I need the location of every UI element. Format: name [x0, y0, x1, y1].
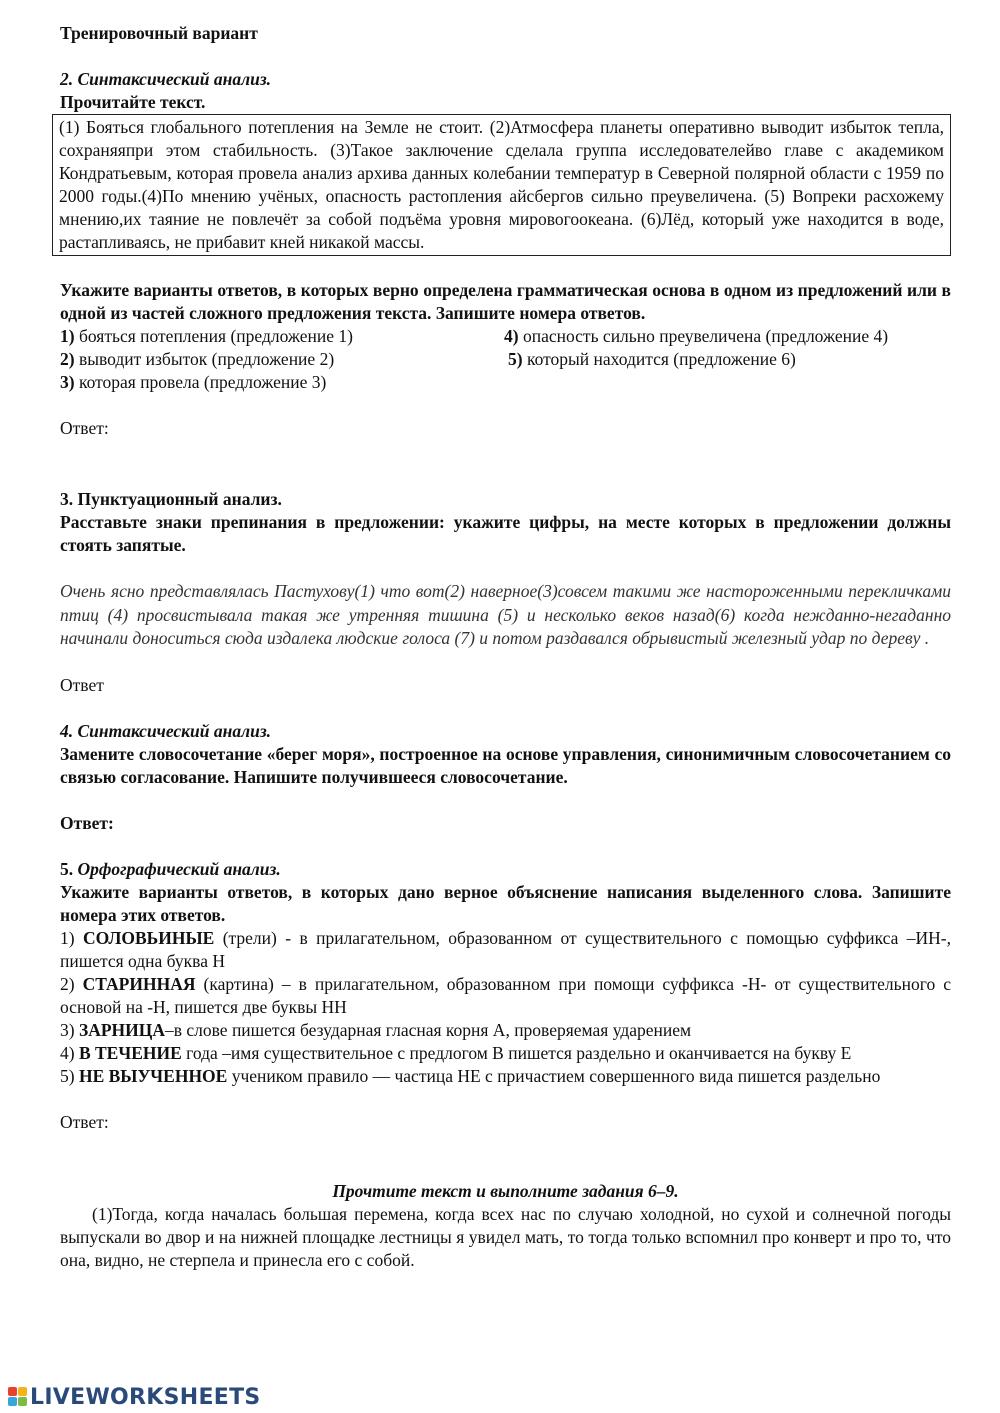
- task5-question: Укажите варианты ответов, в которых дано верное объяснение написания выделенного слова. Запишите номера этих ответов.: [60, 881, 951, 925]
- task5-title: Орфографический анализ.: [77, 858, 281, 879]
- highlighted-word: НЕ ВЫУЧЕННОЕ: [78, 1065, 228, 1086]
- task2-option: [60, 371, 504, 394]
- task4-heading: 4. Синтаксический анализ.: [60, 720, 272, 741]
- option-text: выводит избыток (предложение 2): [78, 349, 335, 369]
- item-number: 4): [60, 1042, 75, 1063]
- task5-item: [60, 1019, 951, 1042]
- task5-item: [60, 927, 951, 973]
- option-number: 5): [508, 349, 523, 369]
- task3-sentence: Очень ясно представлялась Пастухову(1) что вот(2) наверное(3)совсем такими же настороженными перекличками птиц (4) просвистывала такая же утренняя тишина (5) и несколько веков назад(6) когда нежданно-негаданно начинали доноситься сюда издалека людские голоса (7) и потом раздавался обрывистый железный удар по дереву .: [60, 581, 951, 648]
- task3-heading: 3. Пунктуационный анализ.: [60, 489, 282, 509]
- option-number: 2): [60, 349, 75, 369]
- task3-question: Расставьте знаки препинания в предложении: укажите цифры, на месте которых в предложении должны стоять запятые.: [60, 512, 951, 555]
- option-number: 4): [504, 326, 519, 346]
- task2-text-box: [52, 114, 951, 256]
- task5-items: [60, 927, 951, 1088]
- option-number: 3): [60, 372, 75, 392]
- task2-options: [60, 325, 951, 394]
- reading-text: (1)Тогда, когда началась большая перемена, когда всех нас по случаю холодной, но сухой и солнечной погоды выпускали во двор и на нижней площадке лестницы я увидел мать, то тогда только вспомнил про конверт и про то, что она, видно, не стерпела и принесла его с собой.: [60, 1203, 951, 1270]
- option-text: опасность сильно преувеличена (предложение 4): [522, 326, 889, 346]
- task2-text: (1) Бояться глобального потепления на Земле не стоит. (2)Атмосфера планеты оперативно выводит избыток тепла, сохраняяпри этом стабильность. (3)Такое заключение сделала группа исследователейво главе с академиком Кондратьевым, которая провела анализ архива данных колебании температур в Северной полярной области с 1959 по 2000 годы.(4)По мнению учёных, опасность растопления айсбергов сильно преувеличена. (5) Вопреки расхожему мнению,их таяние не повлечёт за собой подъёма уровня мировогоокеана. (6)Лёд, который уже находится в воде, растапливаясь, не прибавит кней никакой массы.: [59, 117, 944, 252]
- task2-option: [60, 348, 504, 371]
- item-explanation: (трели) - в прилагательном, образованном от существительного с помощью суффикса –ИН-, пишется одна буква Н: [60, 927, 952, 971]
- task2-option: [504, 325, 951, 348]
- item-explanation: учеником правило — частица НЕ с причастием совершенного вида пишется раздельно: [231, 1065, 881, 1086]
- item-number: 1): [60, 927, 75, 948]
- item-explanation: –в слове пишется безударная гласная корня А, проверяемая ударением: [165, 1019, 692, 1040]
- highlighted-word: В ТЕЧЕНИЕ: [78, 1042, 182, 1063]
- option-text: бояться потепления (предложение 1): [78, 326, 353, 346]
- task4-answer-label: Ответ:: [60, 812, 114, 833]
- option-text: которая провела (предложение 3): [78, 372, 327, 392]
- liveworksheets-brand: LIVEWORKSHEETS: [30, 1384, 261, 1410]
- task5-heading: [60, 858, 951, 881]
- highlighted-word: СТАРИННАЯ: [82, 973, 196, 994]
- option-text: который находится (предложение 6): [526, 349, 796, 369]
- task5-item: [60, 973, 951, 1019]
- option-number: 1): [60, 326, 75, 346]
- item-number: 5): [60, 1065, 75, 1086]
- item-explanation: (картина) – в прилагательном, образованном при помощи суффикса -Н- от существительного с основой на -Н, пишется две буквы НН: [60, 973, 952, 1017]
- highlighted-word: ЗАРНИЦА: [78, 1019, 165, 1040]
- task5-number: 5.: [60, 858, 74, 879]
- task2-question: Укажите варианты ответов, в которых верно определена грамматическая основа в одном из предложений или в одной из частей сложного предложения текста. Запишите номера ответов.: [60, 280, 951, 323]
- task3-answer-label: Ответ: [60, 674, 104, 695]
- task2-option: [504, 348, 951, 371]
- reading-heading: Прочтите текст и выполните задания 6–9.: [332, 1180, 679, 1201]
- item-explanation: года –имя существительное с предлогом В пишется раздельно и оканчивается на букву Е: [186, 1042, 852, 1063]
- task2-heading: 2. Синтаксический анализ.: [60, 69, 272, 89]
- worksheet-page: [60, 22, 951, 1272]
- page-title: Тренировочный вариант: [60, 23, 258, 43]
- task2-answer-label: Ответ:: [60, 418, 109, 438]
- task2-option: [60, 325, 504, 348]
- task5-answer-label: Ответ:: [60, 1111, 109, 1132]
- liveworksheets-footer: [8, 1384, 261, 1410]
- liveworksheets-logo-icon: [8, 1387, 28, 1407]
- highlighted-word: СОЛОВЬИНЫЕ: [82, 927, 215, 948]
- task5-item: [60, 1065, 951, 1088]
- item-number: 2): [60, 973, 75, 994]
- task4-question: Замените словосочетание «берег моря», построенное на основе управления, синонимичным словосочетанием со связью согласование. Напишите получившееся словосочетание.: [60, 743, 951, 787]
- task2-read-instruction: Прочитайте текст.: [60, 92, 206, 112]
- task5-item: [60, 1042, 951, 1065]
- item-number: 3): [60, 1019, 75, 1040]
